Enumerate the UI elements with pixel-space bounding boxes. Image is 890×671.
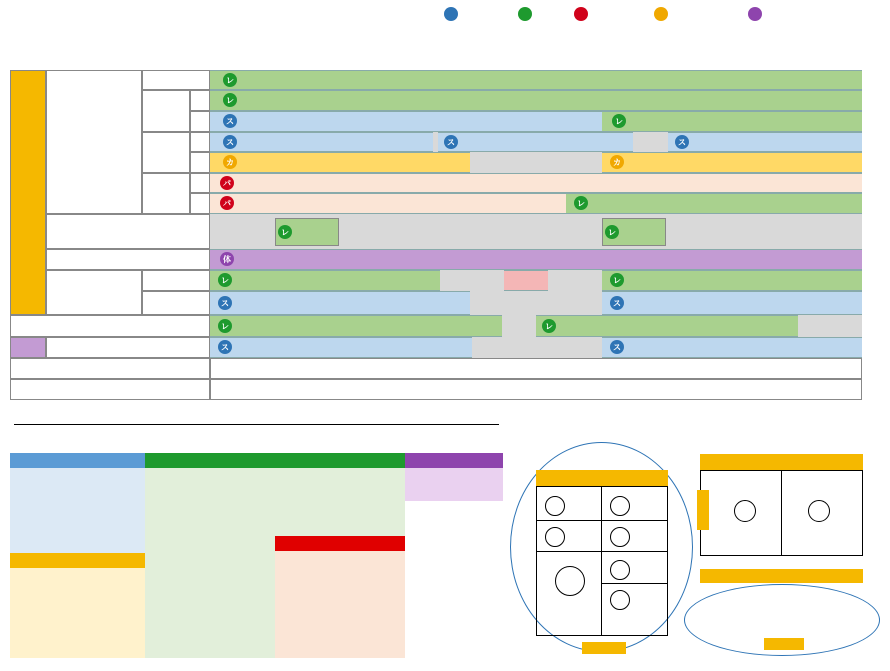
culture-icon [654,7,668,21]
rec-icon: レ [574,196,588,210]
kyogi-icon: ス [218,296,232,310]
kyogi-icon: ス [444,135,458,149]
kyogi-icon: ス [610,296,624,310]
event-lottery [210,379,862,400]
map-sub-entrance [697,490,709,530]
card-rec-2 [275,453,405,536]
event-shuffleboard[interactable] [566,193,862,214]
kyogi-icon: ス [223,114,237,128]
map-sub-arena [700,454,863,470]
kyogi-icon: ス [675,135,689,149]
culture-icon: カ [223,155,237,169]
rec-icon [518,7,532,21]
event-kubb-2[interactable] [536,315,798,337]
event-challenge[interactable] [210,90,862,111]
event-wheelchair[interactable] [210,193,566,214]
kyogi-icon: ス [223,135,237,149]
event-unicurl-2[interactable] [602,270,862,291]
hojo-label [10,315,210,337]
rec-icon: レ [223,93,237,107]
rec-icon: レ [223,73,237,87]
event-karuta[interactable] [668,132,862,152]
d-court-label [142,173,190,214]
event-sup-1[interactable] [210,337,472,358]
card-para [275,536,405,658]
kyogi-icon: ス [218,340,232,354]
kyogi-icon: ス [610,340,624,354]
a-court-label [142,70,210,90]
lottery-label [10,379,210,400]
card-tairyoku [405,453,503,501]
event-award[interactable] [504,270,548,291]
legend [440,6,890,24]
kyogi-icon [444,7,458,21]
para-icon: パ [220,176,234,190]
event-sup-2[interactable] [602,337,862,358]
event-drone-am[interactable] [210,152,470,173]
map-hojo [700,569,863,583]
event-boccia[interactable] [210,173,862,193]
map-main-arena [536,470,668,486]
rec-icon: レ [278,225,292,239]
sub-arena-label [46,270,142,315]
event-taikyoku[interactable] [438,132,633,152]
event-ninja[interactable] [210,70,862,90]
para-icon [574,7,588,21]
pool-tag [10,337,46,358]
event-parkour-1[interactable] [210,291,470,315]
event-lacrosse[interactable] [210,111,602,132]
corridor-label [10,358,210,379]
event-drone-pm[interactable] [602,152,862,173]
event-unicurl-1[interactable] [210,270,440,291]
arena-label [10,70,46,315]
event-darts[interactable] [602,111,862,132]
culture-icon: カ [610,155,624,169]
card-rec-1 [145,453,275,658]
rec-icon: レ [612,114,626,128]
event-kubb-1[interactable] [210,315,502,337]
event-corridor [210,358,862,379]
intro-title [14,424,499,425]
map-main-entrance [582,642,626,654]
tairyoku-icon [748,7,762,21]
studio-label [46,214,210,249]
card-kyogi [10,453,145,553]
tairyoku-icon: 体 [220,252,234,266]
main-arena-label [46,70,142,214]
c-court-label [142,132,190,173]
rec-icon: レ [218,273,232,287]
event-parkour-2[interactable] [602,291,862,315]
main-pool-label [46,337,210,358]
b-court-label [142,90,190,132]
kaigi-label [46,249,210,270]
event-chanbara[interactable] [210,132,433,152]
event-tairyoku[interactable] [210,249,862,270]
rec-icon: レ [542,319,556,333]
para-icon: パ [220,196,234,210]
rec-icon: レ [605,225,619,239]
card-culture [10,553,145,658]
map-hojo-entrance [764,638,804,650]
rec-icon: レ [218,319,232,333]
rec-icon: レ [610,273,624,287]
